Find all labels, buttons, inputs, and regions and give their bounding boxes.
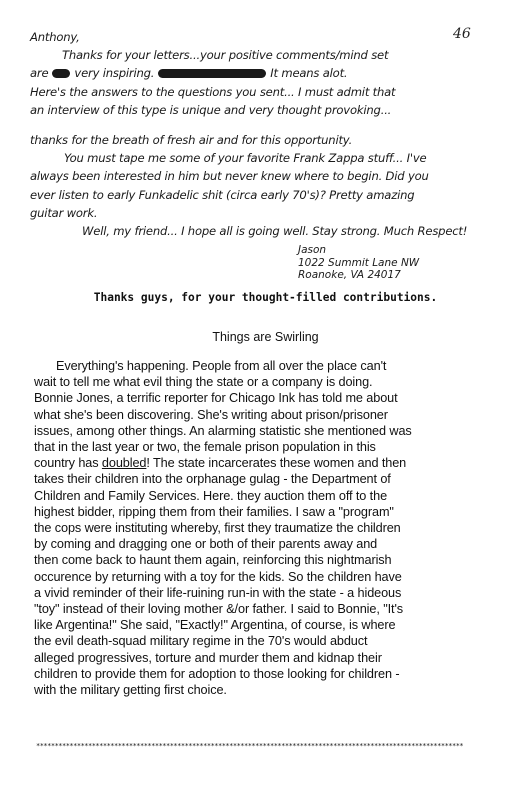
letter-line: Here's the answers to the questions you sent... I must admit that bbox=[30, 84, 396, 99]
article-line: alleged progressives, torture and murder them and kidnap their bbox=[34, 650, 382, 665]
article-line: a vivid reminder of their life-ruining run-in with the state - a hideous bbox=[34, 585, 402, 600]
article-line: highest bidder, ripping them from their families. I saw a "program" bbox=[34, 504, 394, 519]
signature-city: Roanoke, VA 24017 bbox=[298, 269, 401, 281]
article-line: like Argentina!" She said, "Exactly!" Argentina, of course, is where bbox=[34, 618, 396, 633]
article-line: Bonnie Jones, a terrific reporter for Chicago Ink has told me about bbox=[34, 391, 398, 406]
article-title: Things are Swirling bbox=[212, 330, 319, 344]
article-line: the evil death-squad military regime in the 70's would abduct bbox=[34, 634, 368, 649]
article-line: the cops were instituting whereby, first they traumatize the children bbox=[34, 521, 401, 536]
page-number: 46 bbox=[453, 26, 471, 42]
article-line: children to provide them for adoption to those looking for children - bbox=[34, 666, 400, 681]
article-line: occurence by returning with a toy for the kids. So the children have bbox=[34, 569, 402, 584]
article-line: Everything's happening. People from all over the place can't bbox=[56, 359, 387, 373]
article-line: what she's been discovering. She's writing about prison/prisoner bbox=[34, 407, 388, 422]
scribble-mark bbox=[158, 69, 266, 78]
article-line: wait to tell me what evil thing the state or a company is doing. bbox=[34, 375, 373, 390]
article-line: "toy" instead of their loving mother &/or father. I said to Bonnie, "It's bbox=[34, 602, 404, 617]
letter-line: an interview of this type is unique and very thought provoking... bbox=[30, 102, 392, 117]
article-line: then come back to haunt them again, reinforcing this nightmarish bbox=[34, 553, 392, 568]
handwritten-letter bbox=[30, 28, 490, 240]
letter-line: You must tape me some of your favorite Frank Zappa stuff... I've bbox=[64, 151, 427, 166]
scribble-mark bbox=[52, 69, 70, 78]
underlined-word: doubled bbox=[101, 456, 147, 471]
article-line: that in the last year or two, the female prison population in this bbox=[34, 440, 376, 455]
article-line: by coming and dragging one or both of their parents away and bbox=[34, 537, 378, 552]
letter-salutation: Anthony, bbox=[30, 30, 80, 44]
letter-line: always been interested in him but never knew where to begin. Did you bbox=[30, 169, 429, 184]
article-line: Children and Family Services. Here. they auction them off to the bbox=[34, 488, 388, 503]
letter-line: guitar work. bbox=[30, 205, 98, 220]
letter-line: Thanks for your letters...your positive comments/mind set bbox=[62, 48, 389, 63]
letter-line: are very inspiring. It means alot. bbox=[30, 66, 348, 81]
letter-signature bbox=[298, 244, 419, 282]
signature-name: Jason bbox=[298, 244, 327, 256]
thanks-line: Thanks guys, for your thought-filled contributions. bbox=[93, 291, 438, 304]
article-body bbox=[34, 358, 504, 698]
article-line: issues, among other things. An alarming statistic she mentioned was bbox=[34, 423, 412, 438]
article-line: country has doubled! The state incarcerates these women and then bbox=[34, 456, 407, 471]
signature-street: 1022 Summit Lane NW bbox=[298, 256, 420, 269]
letter-line: thanks for the breath of fresh air and for this opportunity. bbox=[30, 133, 353, 148]
asterisk-separator: ******************************************************************************************************************* bbox=[36, 742, 464, 750]
article-line: with the military getting first choice. bbox=[34, 683, 227, 698]
letter-line: ever listen to early Funkadelic shit (circa early 70's)? Pretty amazing bbox=[30, 187, 415, 202]
article-line: takes their children into the orphanage gulag - the Department of bbox=[34, 472, 391, 487]
letter-line: Well, my friend... I hope all is going well. Stay strong. Much Respect! bbox=[82, 224, 468, 239]
